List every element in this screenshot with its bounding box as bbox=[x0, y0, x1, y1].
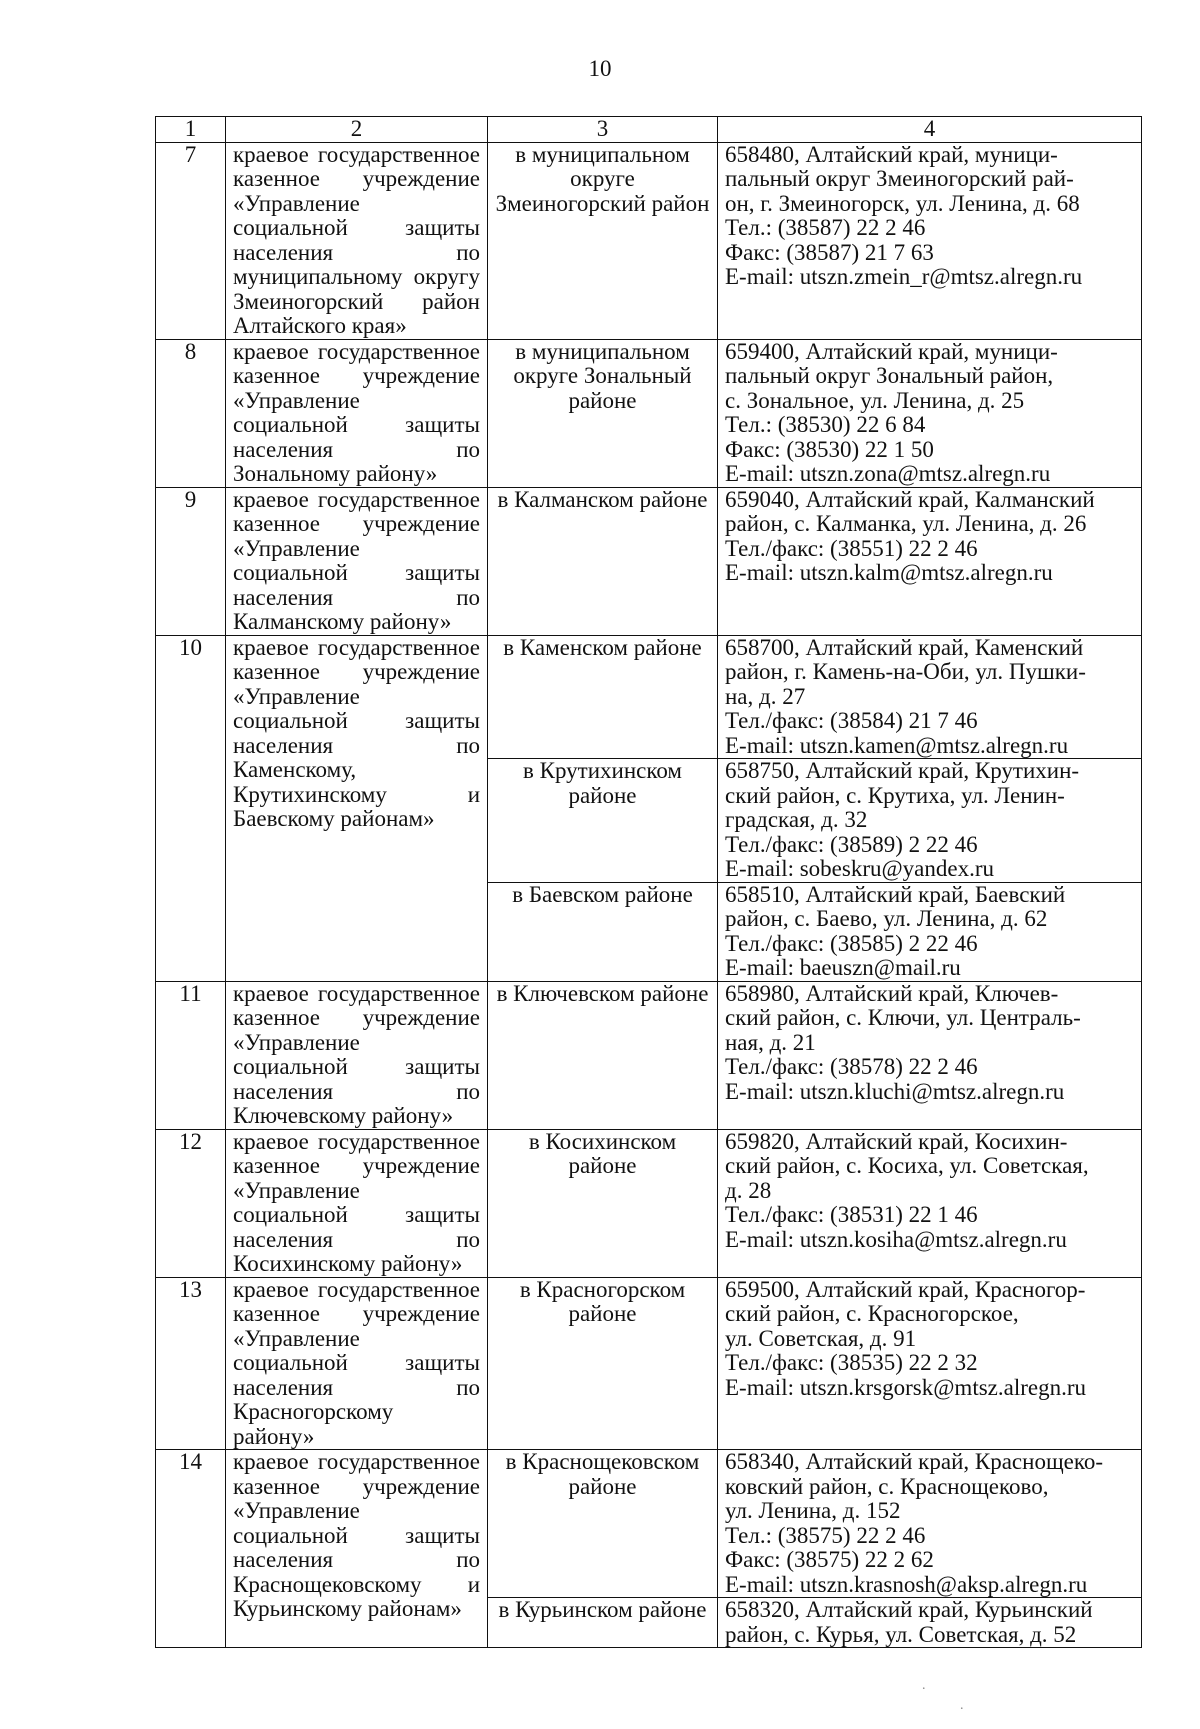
address-line: Тел./факс: (38531) 22 1 46 bbox=[725, 1202, 978, 1227]
address-line: ная, д. 21 bbox=[725, 1029, 816, 1055]
address-line: Тел./факс: (38551) 22 2 46 bbox=[725, 535, 978, 561]
organization-name: краевое государственное казенное учреждение «Управление социальной защиты населения по Ключевскому району» bbox=[226, 981, 488, 1129]
address-line: пальный округ Зональный район, bbox=[725, 363, 1054, 388]
table-row bbox=[156, 1129, 1142, 1277]
table-row bbox=[156, 635, 1142, 759]
service-location: в муниципальном округе Змеиногорский район bbox=[488, 142, 718, 339]
organization-name: краевое государственное казенное учреждение «Управление социальной защиты населения по Краснощековскому и Курьинскому районам» bbox=[226, 1450, 488, 1648]
service-location: в Калманском районе bbox=[488, 487, 718, 635]
contact-address bbox=[718, 1450, 1142, 1598]
service-location: в Краснощековском районе bbox=[488, 1450, 718, 1598]
address-line: 658750, Алтайский край, Крутихин- bbox=[725, 758, 1080, 783]
address-line: Факс: (38530) 22 1 50 bbox=[725, 436, 934, 462]
address-line: Тел./факс: (38535) 22 2 32 bbox=[725, 1350, 978, 1375]
contact-address bbox=[718, 981, 1142, 1129]
organization-name: краевое государственное казенное учреждение «Управление социальной защиты населения по Косихинскому району» bbox=[226, 1129, 488, 1277]
contact-address bbox=[718, 635, 1142, 759]
address-line: 658700, Алтайский край, Каменский bbox=[725, 634, 1084, 660]
address-line: E-mail: utszn.zmein_r@mtsz.alregn.ru bbox=[725, 264, 1083, 289]
address-line: район, г. Камень-на-Оби, ул. Пушки- bbox=[725, 659, 1086, 684]
row-number: 8 bbox=[156, 339, 226, 487]
contact-address bbox=[718, 142, 1142, 339]
address-line: E-mail: utszn.zona@mtsz.alregn.ru bbox=[725, 461, 1051, 486]
col-header-2: 2 bbox=[226, 117, 488, 143]
col-header-1: 1 bbox=[156, 117, 226, 143]
address-line: район, с. Калманка, ул. Ленина, д. 26 bbox=[725, 511, 1087, 536]
row-number: 14 bbox=[156, 1450, 226, 1648]
address-line: ский район, с. Ключи, ул. Централь- bbox=[725, 1005, 1081, 1030]
address-line: Тел.: (38530) 22 6 84 bbox=[725, 412, 926, 437]
address-line: ский район, с. Косиха, ул. Советская, bbox=[725, 1153, 1089, 1178]
address-line: 659500, Алтайский край, Красногор- bbox=[725, 1276, 1086, 1302]
organization-name: краевое государственное казенное учреждение «Управление социальной защиты населения по Каменскому, Крутихинскому и Баевскому районам» bbox=[226, 635, 488, 981]
address-line: E-mail: utszn.krasnosh@aksp.alregn.ru bbox=[725, 1571, 1088, 1597]
address-line: 658340, Алтайский край, Краснощеко- bbox=[725, 1449, 1104, 1474]
service-location: в муниципальном округе Зональный районе bbox=[488, 339, 718, 487]
service-location: в Косихинском районе bbox=[488, 1129, 718, 1277]
service-location: в Крутихинском районе bbox=[488, 759, 718, 883]
col-header-4: 4 bbox=[718, 117, 1142, 143]
contact-address bbox=[718, 1129, 1142, 1277]
address-line: на, д. 27 bbox=[725, 683, 806, 709]
address-line: E-mail: utszn.kosiha@mtsz.alregn.ru bbox=[725, 1226, 1067, 1252]
row-number: 11 bbox=[156, 981, 226, 1129]
address-line: 658510, Алтайский край, Баевский bbox=[725, 881, 1066, 907]
organization-name: краевое государственное казенное учреждение «Управление социальной защиты населения по Красногорскому району» bbox=[226, 1277, 488, 1450]
address-line: 659400, Алтайский край, муници- bbox=[725, 338, 1058, 364]
address-line: с. Зональное, ул. Ленина, д. 25 bbox=[725, 387, 1025, 413]
address-line: Тел./факс: (38578) 22 2 46 bbox=[725, 1054, 978, 1079]
table-body bbox=[156, 142, 1142, 1648]
address-line: Тел.: (38575) 22 2 46 bbox=[725, 1522, 926, 1548]
address-line: район, с. Курья, ул. Советская, д. 52 bbox=[725, 1621, 1077, 1647]
address-line: пальный округ Змеиногорский рай- bbox=[725, 166, 1074, 191]
row-number: 13 bbox=[156, 1277, 226, 1450]
address-line: 659040, Алтайский край, Калманский bbox=[725, 486, 1095, 512]
page-number: 10 bbox=[588, 56, 612, 81]
contact-address bbox=[718, 1598, 1142, 1648]
service-location: в Курьинском районе bbox=[488, 1598, 718, 1648]
stray-mark: . bbox=[922, 1678, 926, 1693]
table-row bbox=[156, 981, 1142, 1129]
header-row bbox=[156, 117, 1142, 143]
offices-table bbox=[155, 116, 1142, 1648]
address-line: Тел./факс: (38584) 21 7 46 bbox=[725, 708, 978, 733]
table-row bbox=[156, 1277, 1142, 1450]
contact-address bbox=[718, 759, 1142, 883]
address-line: ский район, с. Красногорское, bbox=[725, 1301, 1019, 1326]
address-line: Тел.: (38587) 22 2 46 bbox=[725, 215, 926, 240]
address-line: 658480, Алтайский край, муници- bbox=[725, 141, 1058, 167]
address-line: E-mail: utszn.kluchi@mtsz.alregn.ru bbox=[725, 1078, 1065, 1104]
contact-address bbox=[718, 882, 1142, 981]
address-line: д. 28 bbox=[725, 1177, 772, 1203]
organization-name: краевое государственное казенное учреждение «Управление социальной защиты населения по муниципальному округу Змеиногорский район Алтайского края» bbox=[226, 142, 488, 339]
service-location: в Баевском районе bbox=[488, 882, 718, 981]
address-line: E-mail: sobeskru@yandex.ru bbox=[725, 856, 995, 881]
address-line: градская, д. 32 bbox=[725, 807, 868, 832]
table-row bbox=[156, 339, 1142, 487]
contact-address bbox=[718, 1277, 1142, 1450]
address-line: район, с. Баево, ул. Ленина, д. 62 bbox=[725, 906, 1048, 931]
row-number: 7 bbox=[156, 142, 226, 339]
col-header-3: 3 bbox=[488, 117, 718, 143]
address-line: E-mail: baeuszn@mail.ru bbox=[725, 955, 961, 980]
address-line: Тел./факс: (38585) 2 22 46 bbox=[725, 930, 978, 956]
address-line: E-mail: utszn.kamen@mtsz.alregn.ru bbox=[725, 732, 1069, 758]
stray-mark: . bbox=[960, 1698, 964, 1713]
address-line: ул. Советская, д. 91 bbox=[725, 1325, 917, 1351]
service-location: в Каменском районе bbox=[488, 635, 718, 759]
row-number: 10 bbox=[156, 635, 226, 981]
address-line: E-mail: utszn.kalm@mtsz.alregn.ru bbox=[725, 560, 1053, 585]
address-line: Факс: (38575) 22 2 62 bbox=[725, 1547, 934, 1572]
address-line: ковский район, с. Краснощеково, bbox=[725, 1473, 1049, 1499]
address-line: ский район, с. Крутиха, ул. Ленин- bbox=[725, 782, 1065, 808]
organization-name: краевое государственное казенное учреждение «Управление социальной защиты населения по Зональному району» bbox=[226, 339, 488, 487]
contact-address bbox=[718, 487, 1142, 635]
address-line: E-mail: utszn.krsgorsk@mtsz.alregn.ru bbox=[725, 1374, 1086, 1400]
organization-name: краевое государственное казенное учреждение «Управление социальной защиты населения по Калманскому району» bbox=[226, 487, 488, 635]
table-row bbox=[156, 1450, 1142, 1598]
table-row bbox=[156, 142, 1142, 339]
address-line: Факс: (38587) 21 7 63 bbox=[725, 239, 934, 265]
table-row bbox=[156, 487, 1142, 635]
address-line: ул. Ленина, д. 152 bbox=[725, 1498, 901, 1523]
address-line: 658320, Алтайский край, Курьинский bbox=[725, 1597, 1093, 1622]
address-line: он, г. Змеиногорск, ул. Ленина, д. 68 bbox=[725, 190, 1080, 216]
service-location: в Красногорском районе bbox=[488, 1277, 718, 1450]
row-number: 9 bbox=[156, 487, 226, 635]
address-line: 659820, Алтайский край, Косихин- bbox=[725, 1128, 1068, 1154]
address-line: 658980, Алтайский край, Ключев- bbox=[725, 980, 1059, 1006]
contact-address bbox=[718, 339, 1142, 487]
address-line: Тел./факс: (38589) 2 22 46 bbox=[725, 831, 978, 857]
row-number: 12 bbox=[156, 1129, 226, 1277]
service-location: в Ключевском районе bbox=[488, 981, 718, 1129]
